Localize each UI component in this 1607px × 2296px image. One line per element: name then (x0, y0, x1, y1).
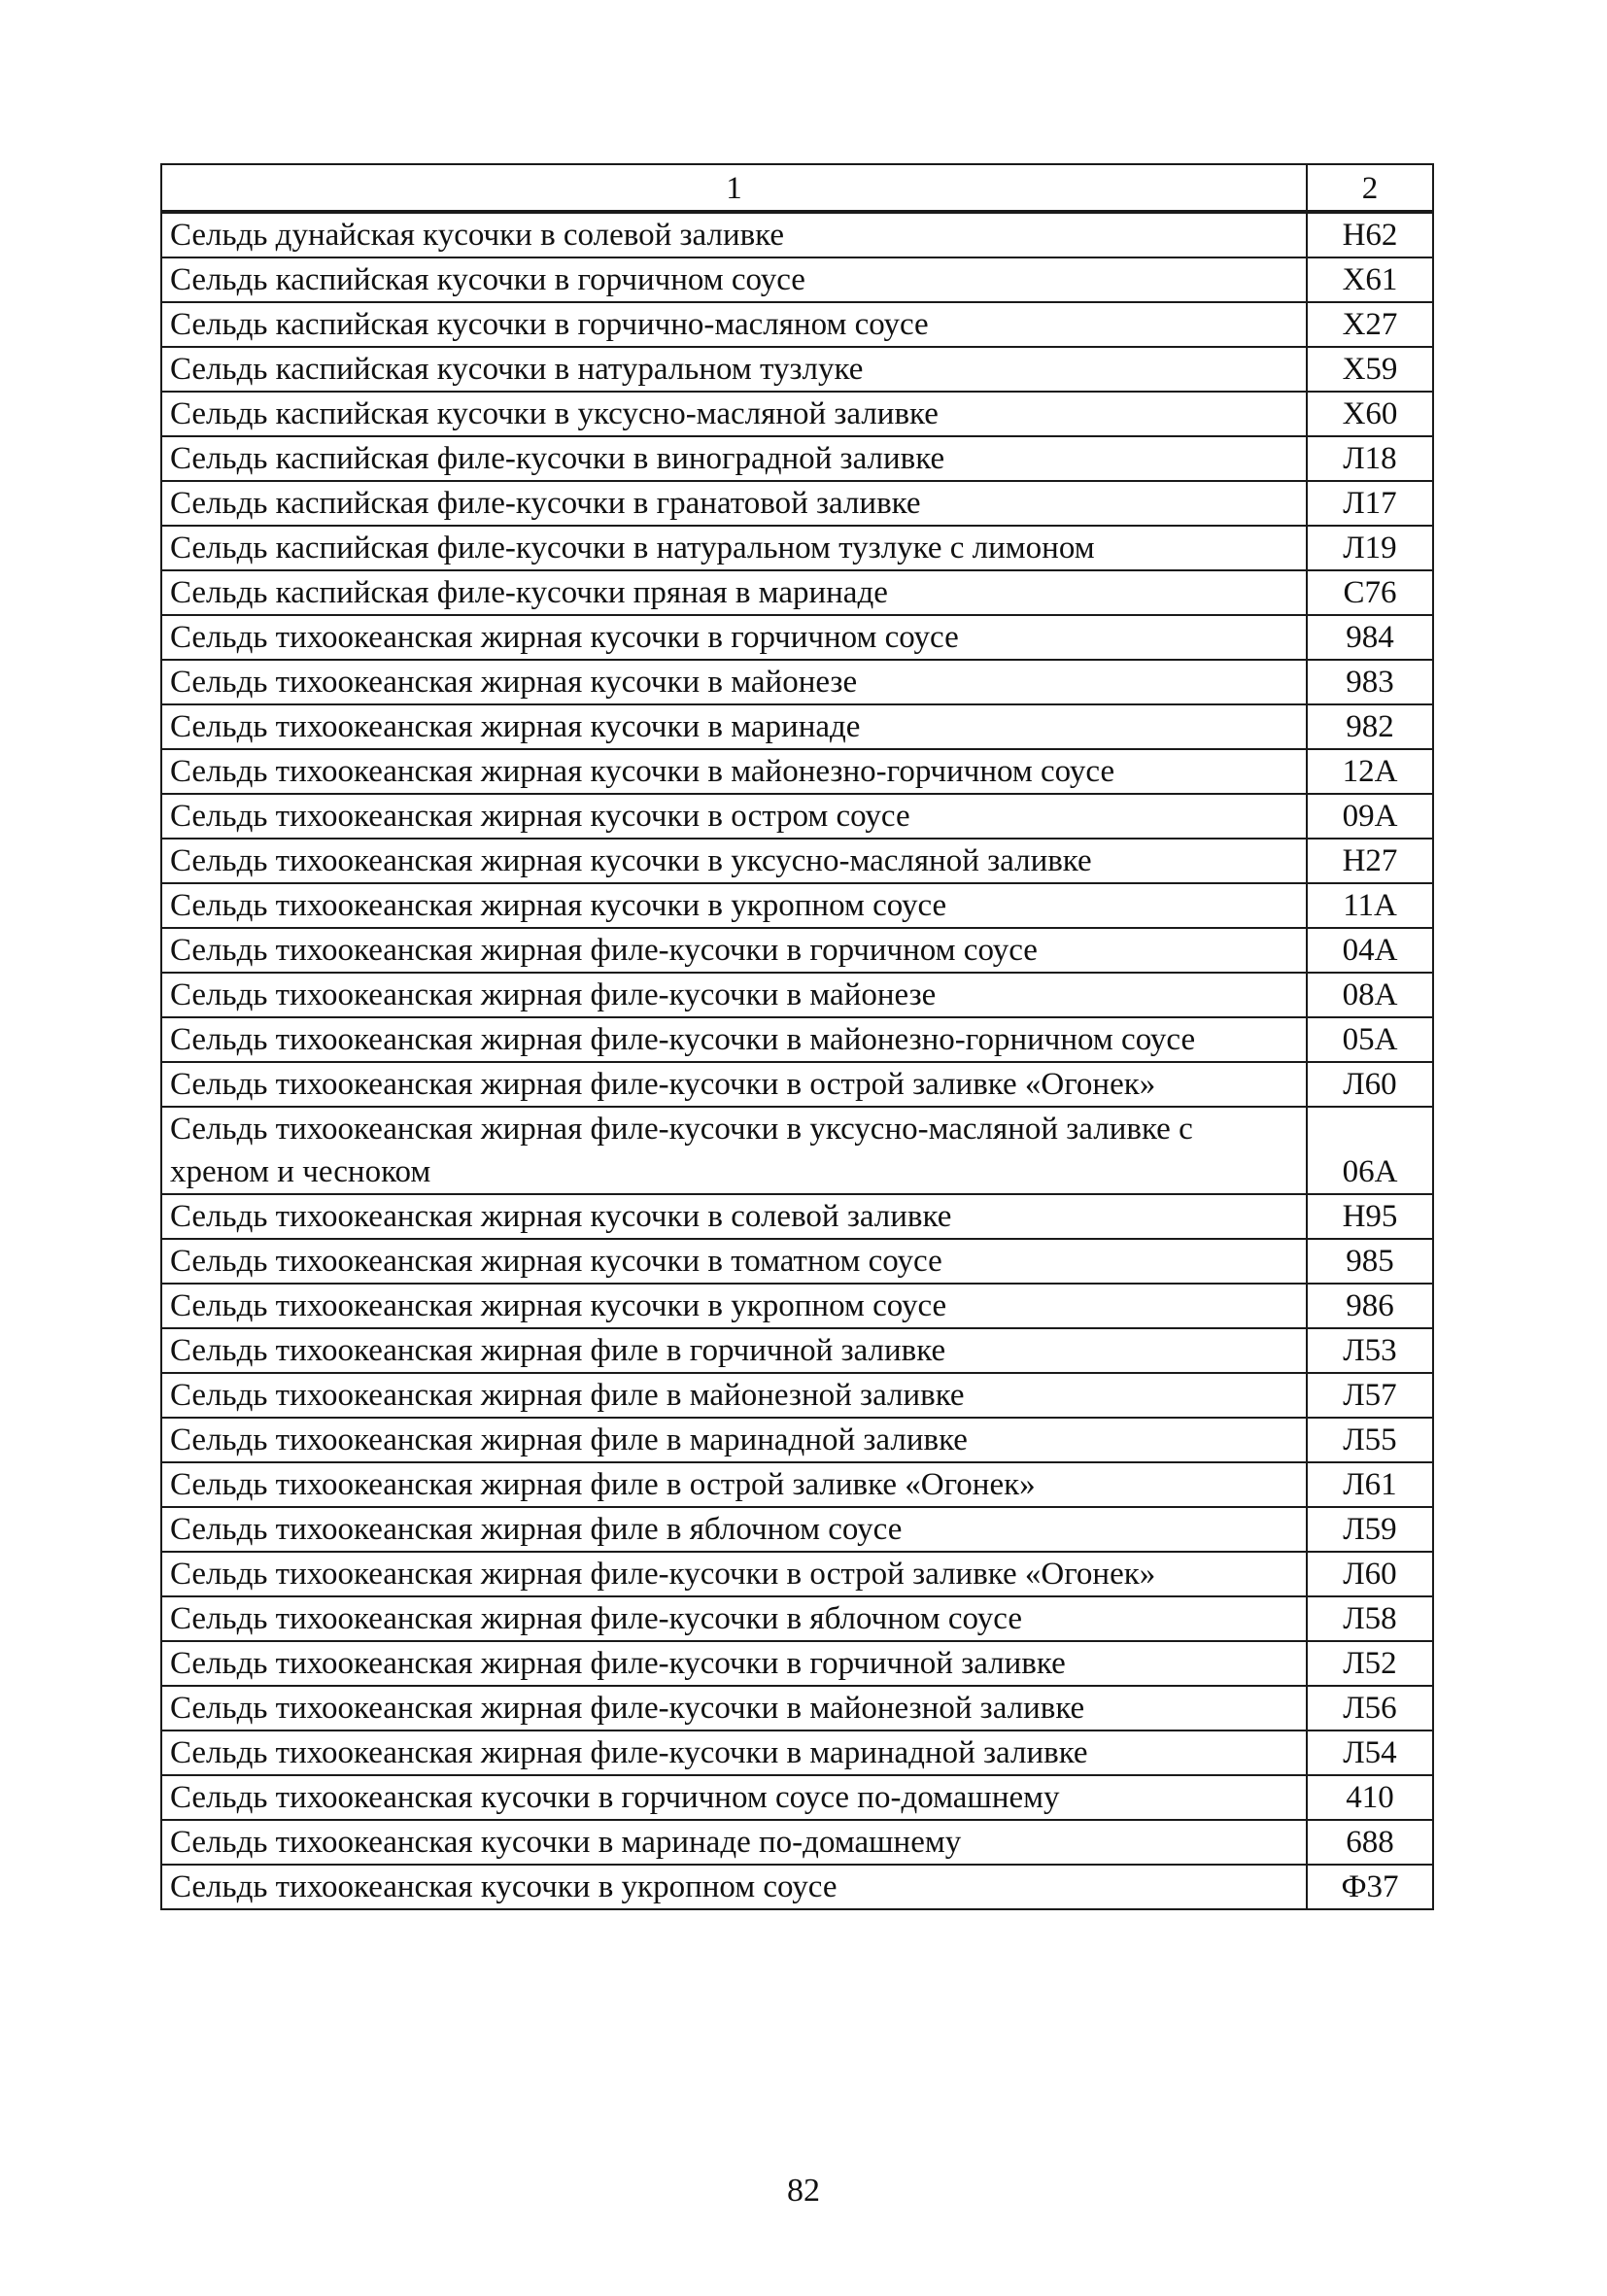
table-row (161, 1820, 1433, 1865)
product-code-cell: Л53 (1307, 1328, 1433, 1373)
product-name-cell: Сельдь тихоокеанская жирная филе-кусочки в майонезно-горничном соусе (161, 1017, 1307, 1062)
product-name-cell: Сельдь каспийская кусочки в уксусно-масляной заливке (161, 392, 1307, 436)
table-row (161, 1775, 1433, 1820)
product-code-cell: Л19 (1307, 526, 1433, 570)
product-code-cell: 08А (1307, 973, 1433, 1017)
product-code-cell: Х61 (1307, 257, 1433, 302)
product-code-cell: Л17 (1307, 481, 1433, 526)
table-body (161, 212, 1433, 1909)
product-code-cell: 11А (1307, 883, 1433, 928)
table-row (161, 1328, 1433, 1373)
table-row (161, 794, 1433, 839)
product-code-cell: 04А (1307, 928, 1433, 973)
table-row (161, 392, 1433, 436)
product-code-cell: 984 (1307, 615, 1433, 660)
table-row (161, 212, 1433, 257)
product-code-cell: Х27 (1307, 302, 1433, 347)
header-row (161, 164, 1433, 212)
table-row (161, 1194, 1433, 1239)
table-row (161, 1107, 1433, 1194)
product-code-cell: 982 (1307, 704, 1433, 749)
product-name-cell: Сельдь каспийская филе-кусочки пряная в маринаде (161, 570, 1307, 615)
table-row (161, 749, 1433, 794)
product-code-cell: Л58 (1307, 1596, 1433, 1641)
product-name-cell: Сельдь тихоокеанская жирная кусочки в солевой заливке (161, 1194, 1307, 1239)
table-row (161, 1284, 1433, 1328)
product-code-cell: Л60 (1307, 1552, 1433, 1596)
product-name-cell: Сельдь каспийская филе-кусочки в виноградной заливке (161, 436, 1307, 481)
table-header (161, 164, 1433, 212)
table-row (161, 257, 1433, 302)
product-name-cell: Сельдь тихоокеанская жирная филе в острой заливке «Огонек» (161, 1462, 1307, 1507)
product-code-cell: 986 (1307, 1284, 1433, 1328)
product-name-cell: Сельдь тихоокеанская жирная кусочки в томатном соусе (161, 1239, 1307, 1284)
product-code-cell: Л56 (1307, 1686, 1433, 1731)
table-row (161, 1418, 1433, 1462)
product-code-cell: 05А (1307, 1017, 1433, 1062)
table-row (161, 347, 1433, 392)
product-name-cell: Сельдь тихоокеанская жирная кусочки в майонезно-горчичном соусе (161, 749, 1307, 794)
product-code-cell: Л55 (1307, 1418, 1433, 1462)
table-row (161, 973, 1433, 1017)
product-name-cell: Сельдь каспийская кусочки в натуральном тузлуке (161, 347, 1307, 392)
product-code-cell: Х59 (1307, 347, 1433, 392)
table-row (161, 570, 1433, 615)
table-row (161, 1686, 1433, 1731)
column-header-1: 1 (161, 164, 1307, 212)
table-row (161, 928, 1433, 973)
product-name-cell: Сельдь тихоокеанская жирная кусочки в остром соусе (161, 794, 1307, 839)
product-name-cell: Сельдь тихоокеанская жирная филе-кусочки в острой заливке «Огонек» (161, 1062, 1307, 1107)
table-row (161, 1641, 1433, 1686)
product-code-cell: Н27 (1307, 839, 1433, 883)
product-name-cell: Сельдь тихоокеанская жирная кусочки в уксусно-масляной заливке (161, 839, 1307, 883)
product-name-cell: Сельдь тихоокеанская кусочки в укропном соусе (161, 1865, 1307, 1909)
product-code-cell: 12А (1307, 749, 1433, 794)
product-code-cell: С76 (1307, 570, 1433, 615)
product-name-cell: Сельдь тихоокеанская кусочки в горчичном соусе по-домашнему (161, 1775, 1307, 1820)
table-row (161, 1462, 1433, 1507)
product-name-cell: Сельдь тихоокеанская жирная кусочки в горчичном соусе (161, 615, 1307, 660)
product-code-cell: Л61 (1307, 1462, 1433, 1507)
product-code-cell: 09А (1307, 794, 1433, 839)
table-row (161, 1239, 1433, 1284)
product-code-cell: Л54 (1307, 1731, 1433, 1775)
table-row (161, 1062, 1433, 1107)
table-row (161, 660, 1433, 704)
product-name-cell: Сельдь тихоокеанская жирная филе-кусочки в горчичной заливке (161, 1641, 1307, 1686)
product-name-cell: Сельдь тихоокеанская жирная филе-кусочки в маринадной заливке (161, 1731, 1307, 1775)
product-name-cell: Сельдь каспийская филе-кусочки в гранатовой заливке (161, 481, 1307, 526)
product-code-cell: Н95 (1307, 1194, 1433, 1239)
product-code-cell: 985 (1307, 1239, 1433, 1284)
product-name-cell: Сельдь тихоокеанская жирная кусочки в майонезе (161, 660, 1307, 704)
product-name-cell: Сельдь тихоокеанская жирная кусочки в укропном соусе (161, 883, 1307, 928)
product-code-cell: Л57 (1307, 1373, 1433, 1418)
table-row (161, 1017, 1433, 1062)
product-code-cell: Х60 (1307, 392, 1433, 436)
table-row (161, 839, 1433, 883)
product-name-cell: Сельдь дунайская кусочки в солевой заливке (161, 212, 1307, 257)
table-row (161, 481, 1433, 526)
product-name-cell: Сельдь тихоокеанская кусочки в маринаде по-домашнему (161, 1820, 1307, 1865)
product-name-cell: Сельдь тихоокеанская жирная филе в яблочном соусе (161, 1507, 1307, 1552)
product-name-cell: Сельдь каспийская кусочки в горчично-масляном соусе (161, 302, 1307, 347)
table-row (161, 302, 1433, 347)
table-row (161, 615, 1433, 660)
table-row (161, 883, 1433, 928)
product-name-cell: Сельдь тихоокеанская жирная кусочки в укропном соусе (161, 1284, 1307, 1328)
column-header-2: 2 (1307, 164, 1433, 212)
table-row (161, 1865, 1433, 1909)
table-row (161, 1507, 1433, 1552)
product-code-cell: Ф37 (1307, 1865, 1433, 1909)
product-code-cell: Л52 (1307, 1641, 1433, 1686)
table-row (161, 704, 1433, 749)
product-code-cell: Л59 (1307, 1507, 1433, 1552)
product-name-cell: Сельдь тихоокеанская жирная филе-кусочки в майонезной заливке (161, 1686, 1307, 1731)
product-name-cell: Сельдь тихоокеанская жирная филе-кусочки в острой заливке «Огонек» (161, 1552, 1307, 1596)
product-code-cell: 688 (1307, 1820, 1433, 1865)
product-name-cell: Сельдь каспийская кусочки в горчичном соусе (161, 257, 1307, 302)
product-name-cell: Сельдь тихоокеанская жирная филе-кусочки в майонезе (161, 973, 1307, 1017)
table-row (161, 1596, 1433, 1641)
product-name-cell: Сельдь тихоокеанская жирная филе в горчичной заливке (161, 1328, 1307, 1373)
table-row (161, 1373, 1433, 1418)
table-row (161, 436, 1433, 481)
product-name-cell: Сельдь тихоокеанская жирная филе-кусочки в уксусно-масляной заливке с хреном и чесноком (161, 1107, 1307, 1194)
product-name-cell: Сельдь каспийская филе-кусочки в натуральном тузлуке с лимоном (161, 526, 1307, 570)
product-code-cell: Л60 (1307, 1062, 1433, 1107)
table-row (161, 526, 1433, 570)
product-name-cell: Сельдь тихоокеанская жирная филе в маринадной заливке (161, 1418, 1307, 1462)
product-code-table (160, 163, 1434, 1910)
product-name-cell: Сельдь тихоокеанская жирная филе в майонезной заливке (161, 1373, 1307, 1418)
table-row (161, 1552, 1433, 1596)
product-code-cell: 983 (1307, 660, 1433, 704)
product-code-cell: 06А (1307, 1107, 1433, 1194)
page-number: 82 (787, 2173, 820, 2209)
product-code-cell: 410 (1307, 1775, 1433, 1820)
table-row (161, 1731, 1433, 1775)
product-code-cell: Л18 (1307, 436, 1433, 481)
product-name-cell: Сельдь тихоокеанская жирная кусочки в маринаде (161, 704, 1307, 749)
product-code-cell: Н62 (1307, 212, 1433, 257)
product-name-cell: Сельдь тихоокеанская жирная филе-кусочки в яблочном соусе (161, 1596, 1307, 1641)
product-name-cell: Сельдь тихоокеанская жирная филе-кусочки в горчичном соусе (161, 928, 1307, 973)
